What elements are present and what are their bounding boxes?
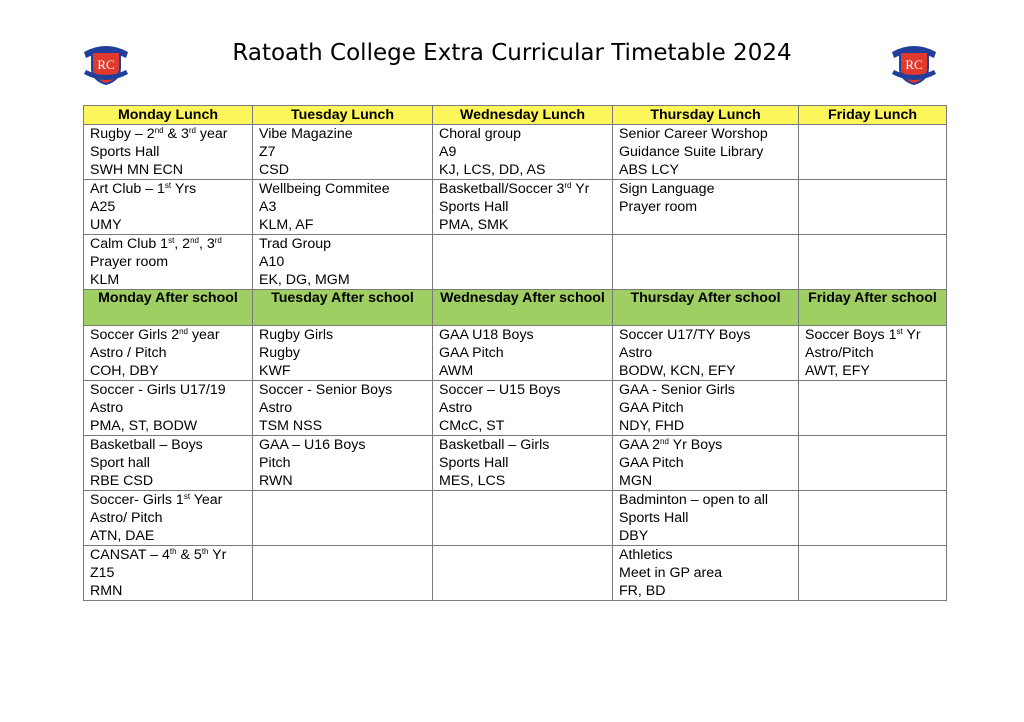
activity-location: GAA Pitch	[439, 345, 504, 361]
activity-staff: RBE CSD	[90, 473, 154, 489]
activity-cell	[799, 436, 947, 491]
activity-staff: MES, LCS	[439, 473, 506, 489]
activity-name: Senior Career Worshop	[619, 126, 768, 142]
activity-cell	[613, 436, 799, 491]
activity-staff: AWM	[439, 363, 474, 379]
table-row	[84, 180, 947, 235]
activity-cell	[433, 125, 613, 180]
column-header: Wednesday After school	[433, 290, 613, 326]
activity-location: Sports Hall	[439, 455, 509, 471]
activity-cell	[613, 381, 799, 436]
activity-staff: COH, DBY	[90, 363, 159, 379]
column-header: Monday After school	[84, 290, 253, 326]
activity-location: Astro/ Pitch	[90, 510, 163, 526]
column-header: Thursday Lunch	[613, 106, 799, 125]
activity-staff: KWF	[259, 363, 291, 379]
activity-cell	[799, 381, 947, 436]
table-row	[84, 491, 947, 546]
activity-cell	[799, 491, 947, 546]
activity-cell	[253, 125, 433, 180]
activity-name: Trad Group	[259, 236, 332, 252]
activity-staff: TSM NSS	[259, 418, 323, 434]
activity-cell	[433, 235, 613, 290]
activity-location: Guidance Suite Library	[619, 144, 764, 160]
column-header: Friday Lunch	[799, 106, 947, 125]
activity-staff: SWH MN ECN	[90, 162, 184, 178]
table-row	[84, 381, 947, 436]
table-row	[84, 235, 947, 290]
activity-location: Sports Hall	[90, 144, 160, 160]
activity-cell	[253, 326, 433, 381]
activity-location: Prayer room	[619, 199, 698, 215]
college-crest-logo	[82, 38, 130, 86]
column-header: Friday After school	[799, 290, 947, 326]
activity-cell	[799, 180, 947, 235]
activity-location: Rugby	[259, 345, 301, 361]
activity-location: Z7	[259, 144, 276, 160]
activity-location: Astro	[259, 400, 293, 416]
activity-location: Sports Hall	[439, 199, 509, 215]
activity-cell	[84, 235, 253, 290]
activity-cell	[613, 491, 799, 546]
activity-location: Astro	[439, 400, 473, 416]
activity-cell	[613, 235, 799, 290]
college-crest-logo	[890, 38, 938, 86]
activity-staff: RMN	[90, 583, 123, 599]
activity-location: A3	[259, 199, 277, 215]
activity-cell	[799, 326, 947, 381]
table-row	[84, 326, 947, 381]
activity-cell	[613, 326, 799, 381]
activity-name: Soccer U17/TY Boys	[619, 327, 751, 343]
activity-name: Badminton – open to all	[619, 492, 769, 508]
activity-name: Art Club – 1st Yrs	[90, 181, 197, 197]
activity-staff: BODW, KCN, EFY	[619, 363, 736, 379]
activity-staff: CMcC, ST	[439, 418, 505, 434]
activity-name: Soccer - Girls U17/19	[90, 382, 226, 398]
activity-cell	[84, 180, 253, 235]
activity-cell	[433, 326, 613, 381]
activity-location: A10	[259, 254, 285, 270]
column-header: Tuesday Lunch	[253, 106, 433, 125]
activity-location: Sports Hall	[619, 510, 689, 526]
activity-name: Soccer - Senior Boys	[259, 382, 393, 398]
activity-staff: DBY	[619, 528, 649, 544]
page-title: Ratoath College Extra Curricular Timetable 2024	[232, 40, 792, 66]
activity-location: A25	[90, 199, 116, 215]
activity-cell	[253, 180, 433, 235]
activity-cell	[799, 235, 947, 290]
activity-location: Astro/Pitch	[805, 345, 874, 361]
activity-staff: AWT, EFY	[805, 363, 870, 379]
column-header: Thursday After school	[613, 290, 799, 326]
activity-location: Sport hall	[90, 455, 150, 471]
activity-cell	[613, 180, 799, 235]
activity-cell	[84, 326, 253, 381]
activity-cell	[799, 125, 947, 180]
svg-text:RC: RC	[905, 57, 923, 72]
activity-name: Sign Language	[619, 181, 715, 197]
activity-name: CANSAT – 4th & 5th Yr	[90, 547, 227, 563]
activity-location: Prayer room	[90, 254, 169, 270]
activity-name: Soccer Girls 2nd year	[90, 327, 220, 343]
activity-cell	[253, 546, 433, 601]
activity-staff: NDY, FHD	[619, 418, 685, 434]
activity-cell	[613, 546, 799, 601]
activity-staff: PMA, ST, BODW	[90, 418, 198, 434]
activity-name: GAA 2nd Yr Boys	[619, 437, 723, 453]
activity-cell	[253, 436, 433, 491]
activity-staff: EK, DG, MGM	[259, 272, 350, 288]
activity-staff: ABS LCY	[619, 162, 679, 178]
activity-location: Z15	[90, 565, 115, 581]
activity-name: GAA - Senior Girls	[619, 382, 735, 398]
column-header: Tuesday After school	[253, 290, 433, 326]
activity-location: Pitch	[259, 455, 291, 471]
activity-cell	[84, 491, 253, 546]
activity-staff: PMA, SMK	[439, 217, 509, 233]
activity-staff: MGN	[619, 473, 653, 489]
activity-cell	[84, 381, 253, 436]
activity-cell	[253, 381, 433, 436]
activity-staff: KLM	[90, 272, 120, 288]
table-row	[84, 125, 947, 180]
activity-staff: UMY	[90, 217, 122, 233]
activity-name: Soccer Boys 1st Yr	[805, 327, 921, 343]
activity-name: Basketball – Boys	[90, 437, 203, 453]
activity-name: Rugby – 2nd & 3rd year	[90, 126, 228, 142]
activity-location: GAA Pitch	[619, 455, 684, 471]
activity-cell	[433, 381, 613, 436]
activity-cell	[253, 491, 433, 546]
activity-cell	[253, 235, 433, 290]
activity-staff: ATN, DAE	[90, 528, 155, 544]
column-header: Wednesday Lunch	[433, 106, 613, 125]
activity-name: GAA – U16 Boys	[259, 437, 366, 453]
activity-name: GAA U18 Boys	[439, 327, 534, 343]
activity-staff: KLM, AF	[259, 217, 314, 233]
activity-name: Vibe Magazine	[259, 126, 353, 142]
activity-name: Athletics	[619, 547, 673, 563]
activity-staff: RWN	[259, 473, 293, 489]
activity-location: Meet in GP area	[619, 565, 723, 581]
activity-name: Rugby Girls	[259, 327, 334, 343]
activity-location: Astro / Pitch	[90, 345, 167, 361]
activity-name: Wellbeing Commitee	[259, 181, 390, 197]
table-row	[84, 546, 947, 601]
activity-cell	[84, 125, 253, 180]
activity-name: Calm Club 1st, 2nd, 3rd	[90, 236, 222, 252]
activity-staff: FR, BD	[619, 583, 666, 599]
activity-cell	[433, 491, 613, 546]
activity-name: Basketball/Soccer 3rd Yr	[439, 181, 590, 197]
activity-staff: CSD	[259, 162, 289, 178]
activity-location: Astro	[619, 345, 653, 361]
activity-cell	[433, 546, 613, 601]
activity-cell	[433, 436, 613, 491]
timetable	[83, 105, 947, 601]
table-row	[84, 436, 947, 491]
activity-cell	[84, 546, 253, 601]
activity-location: GAA Pitch	[619, 400, 684, 416]
activity-cell	[433, 180, 613, 235]
activity-cell	[84, 436, 253, 491]
activity-location: A9	[439, 144, 457, 160]
activity-name: Soccer – U15 Boys	[439, 382, 561, 398]
activity-cell	[613, 125, 799, 180]
activity-location: Astro	[90, 400, 124, 416]
activity-name: Choral group	[439, 126, 522, 142]
activity-staff: KJ, LCS, DD, AS	[439, 162, 546, 178]
activity-name: Soccer- Girls 1st Year	[90, 492, 223, 508]
column-header: Monday Lunch	[84, 106, 253, 125]
activity-name: Basketball – Girls	[439, 437, 550, 453]
activity-cell	[799, 546, 947, 601]
svg-text:RC: RC	[97, 57, 115, 72]
